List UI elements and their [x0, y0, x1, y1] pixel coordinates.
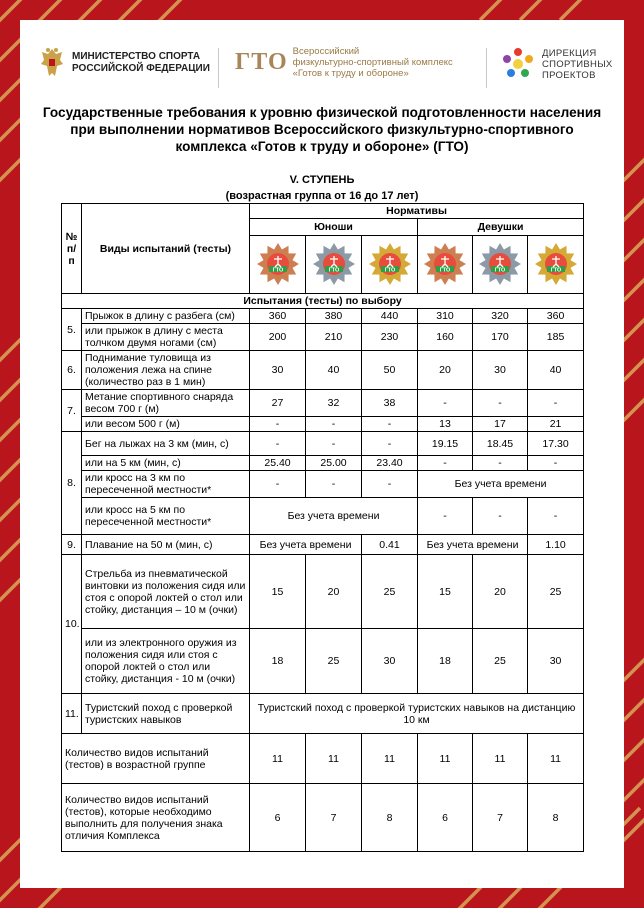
value-cell: -	[250, 471, 306, 498]
test-name: Количество видов испытаний (тестов), которые необходимо выполнить для получения знака отличия Комплекса	[62, 784, 250, 852]
no-time-cell: Без учета времени	[418, 471, 584, 498]
value-cell: 15	[418, 555, 473, 629]
col-num-header: № п/п	[62, 204, 82, 294]
header-divider	[218, 48, 219, 88]
value-cell: 20	[473, 555, 528, 629]
gold-badge-icon	[534, 242, 578, 288]
value-cell: 210	[306, 324, 362, 351]
badge-label: ГТО	[272, 267, 283, 273]
value-cell: 6	[418, 784, 473, 852]
value-cell: 30	[362, 629, 418, 694]
value-cell: 0.41	[362, 535, 418, 555]
badge-silver-girls	[473, 236, 528, 294]
value-cell: 360	[528, 309, 584, 324]
value-cell: 11	[528, 734, 584, 784]
hike-cell: Туристский поход с проверкой туристских навыков на дистанцию 10 км	[250, 694, 584, 734]
title-line-2: при выполнении нормативов Всероссийского физкультурно-спортивного	[70, 122, 574, 137]
title-line-1: Государственные требования к уровню физической подготовленности населения	[42, 105, 602, 120]
stage-heading: V. СТУПЕНЬ	[289, 174, 355, 186]
no-time-cell: Без учета времени	[418, 535, 528, 555]
value-cell: 11	[362, 734, 418, 784]
directorate-line-1: ДИРЕКЦИЯ	[542, 47, 597, 59]
header-divider	[486, 48, 487, 88]
value-cell: -	[362, 417, 418, 432]
table-row	[62, 694, 584, 734]
age-group-heading: (возрастная группа от 16 до 17 лет)	[225, 190, 419, 202]
value-cell: 30	[250, 351, 306, 390]
test-name: или прыжок в длину с места толчком двумя ногами (см)	[82, 324, 250, 351]
document-sheet	[20, 20, 624, 888]
row-number: 9.	[62, 535, 82, 555]
row-number: 7.	[62, 390, 82, 432]
value-cell: -	[418, 498, 473, 535]
badge-silver-boys	[306, 236, 362, 294]
value-cell: 15	[250, 555, 306, 629]
test-name: или на 5 км (мин, с)	[82, 456, 250, 471]
value-cell: 7	[306, 784, 362, 852]
row-number: 8.	[62, 432, 82, 535]
table-row	[62, 784, 584, 852]
directorate-line-2: СПОРТИВНЫХ	[542, 58, 613, 70]
value-cell: -	[362, 471, 418, 498]
value-cell: 25	[528, 555, 584, 629]
table-row	[62, 535, 584, 555]
table-row	[62, 456, 584, 471]
table-row	[62, 555, 584, 629]
title-line-3: комплекса «Готов к труду и обороне» (ГТО)	[175, 139, 469, 154]
multicolor-star-icon	[500, 46, 536, 82]
directorate-line-3: ПРОЕКТОВ	[542, 69, 596, 81]
test-name: или из электронного оружия из положения сидя или стоя с опорой локтей о стол или стойку, дистанция - 10 м (очки)	[82, 629, 250, 694]
value-cell: 18	[250, 629, 306, 694]
no-time-cell: Без учета времени	[250, 535, 362, 555]
value-cell: 230	[362, 324, 418, 351]
value-cell: 18.45	[473, 432, 528, 456]
table-row	[62, 417, 584, 432]
value-cell: -	[306, 471, 362, 498]
value-cell: 310	[418, 309, 473, 324]
value-cell: 17	[473, 417, 528, 432]
value-cell: -	[306, 432, 362, 456]
test-name: Метание спортивного снаряда весом 700 г (м)	[82, 390, 250, 417]
value-cell: 27	[250, 390, 306, 417]
table-row	[62, 498, 584, 535]
table-row	[62, 351, 584, 390]
bronze-badge-icon	[423, 242, 467, 288]
row-number: 11.	[62, 694, 82, 734]
value-cell: 32	[306, 390, 362, 417]
table-row	[62, 629, 584, 694]
badge-gold-girls	[528, 236, 584, 294]
value-cell: 8	[362, 784, 418, 852]
badge-label: ГТО	[550, 267, 561, 273]
value-cell: 11	[473, 734, 528, 784]
value-cell: 7	[473, 784, 528, 852]
value-cell: 200	[250, 324, 306, 351]
value-cell: 30	[528, 629, 584, 694]
value-cell: -	[250, 432, 306, 456]
ministry-line-1: МИНИСТЕРСТВО СПОРТА	[72, 51, 201, 62]
header	[20, 20, 624, 110]
badge-gold-boys	[362, 236, 418, 294]
test-name: Стрельба из пневматической винтовки из положения сидя или стоя с опорой локтей о стол или стойку, дистанция – 10 м (очки)	[82, 555, 250, 629]
col-tests-header: Виды испытаний (тесты)	[82, 204, 250, 294]
value-cell: 19.15	[418, 432, 473, 456]
value-cell: 11	[250, 734, 306, 784]
value-cell: 25	[473, 629, 528, 694]
section-row	[62, 294, 584, 309]
test-name: или кросс на 3 км по пересеченной местности*	[82, 471, 250, 498]
value-cell: 320	[473, 309, 528, 324]
value-cell: -	[473, 390, 528, 417]
section-header: Испытания (тесты) по выбору	[62, 294, 584, 309]
value-cell: 40	[306, 351, 362, 390]
silver-badge-icon	[312, 242, 356, 288]
value-cell: 20	[418, 351, 473, 390]
value-cell: -	[418, 390, 473, 417]
test-name: Бег на лыжах на 3 км (мин, с)	[82, 432, 250, 456]
gold-badge-icon	[368, 242, 412, 288]
value-cell: 25	[362, 555, 418, 629]
table-row	[62, 309, 584, 324]
badge-label: ГТО	[439, 267, 451, 273]
badge-label: ГТО	[328, 267, 339, 273]
value-cell: 170	[473, 324, 528, 351]
badge-bronze-boys	[250, 236, 306, 294]
directorate-logo	[500, 46, 613, 82]
value-cell: 360	[250, 309, 306, 324]
test-name: Количество видов испытаний (тестов) в возрастной группе	[62, 734, 250, 784]
value-cell: 11	[306, 734, 362, 784]
test-name: Поднимание туловища из положения лежа на спине (количество раз в 1 мин)	[82, 351, 250, 390]
value-cell: 18	[418, 629, 473, 694]
table-row	[62, 432, 584, 456]
girls-header: Девушки	[418, 219, 584, 236]
test-name: Туристский поход с проверкой туристских навыков	[82, 694, 250, 734]
row-number: 10.	[62, 555, 82, 694]
no-time-cell: Без учета времени	[250, 498, 418, 535]
value-cell: 17.30	[528, 432, 584, 456]
test-name: или кросс на 5 км по пересеченной местности*	[82, 498, 250, 535]
badge-label: ГТО	[384, 267, 395, 273]
value-cell: -	[306, 417, 362, 432]
value-cell: 25	[306, 629, 362, 694]
value-cell: 6	[250, 784, 306, 852]
value-cell: 25.00	[306, 456, 362, 471]
value-cell: 380	[306, 309, 362, 324]
gto-logo	[235, 46, 453, 79]
value-cell: 185	[528, 324, 584, 351]
value-cell: -	[362, 432, 418, 456]
gto-line-2: физкультурно-спортивный комплекс	[292, 57, 453, 68]
row-number: 5.	[62, 309, 82, 351]
value-cell: 13	[418, 417, 473, 432]
table-row	[62, 324, 584, 351]
value-cell: 21	[528, 417, 584, 432]
col-norms-header: Нормативы	[250, 204, 584, 219]
gto-line-3: «Готов к труду и обороне»	[292, 68, 409, 79]
value-cell: 440	[362, 309, 418, 324]
header-row	[62, 204, 584, 219]
table-row	[62, 734, 584, 784]
value-cell: -	[528, 498, 584, 535]
value-cell: 25.40	[250, 456, 306, 471]
ministry-line-2: РОССИЙСКОЙ ФЕДЕРАЦИИ	[72, 63, 210, 74]
value-cell: 20	[306, 555, 362, 629]
value-cell: -	[528, 456, 584, 471]
bronze-badge-icon	[256, 242, 300, 288]
value-cell: -	[473, 498, 528, 535]
gto-line-1: Всероссийский	[292, 46, 360, 57]
ministry-logo	[38, 46, 210, 80]
value-cell: -	[418, 456, 473, 471]
test-name: Прыжок в длину с разбега (см)	[82, 309, 250, 324]
value-cell: 160	[418, 324, 473, 351]
row-number: 6.	[62, 351, 82, 390]
test-name: Плавание на 50 м (мин, с)	[82, 535, 250, 555]
silver-badge-icon	[478, 242, 522, 288]
value-cell: 1.10	[528, 535, 584, 555]
gto-logo-mark: ГТО	[235, 49, 288, 75]
value-cell: 8	[528, 784, 584, 852]
value-cell: 30	[473, 351, 528, 390]
value-cell: 40	[528, 351, 584, 390]
value-cell: 50	[362, 351, 418, 390]
badge-label: ГТО	[494, 267, 506, 273]
badge-bronze-girls	[418, 236, 473, 294]
value-cell: 23.40	[362, 456, 418, 471]
value-cell: -	[528, 390, 584, 417]
value-cell: 11	[418, 734, 473, 784]
value-cell: 38	[362, 390, 418, 417]
boys-header: Юноши	[250, 219, 418, 236]
double-headed-eagle-icon	[38, 46, 66, 80]
norms-table	[61, 203, 584, 852]
value-cell: -	[473, 456, 528, 471]
table-row	[62, 390, 584, 417]
test-name: или весом 500 г (м)	[82, 417, 250, 432]
value-cell: -	[250, 417, 306, 432]
document-title	[30, 104, 614, 155]
table-row	[62, 471, 584, 498]
